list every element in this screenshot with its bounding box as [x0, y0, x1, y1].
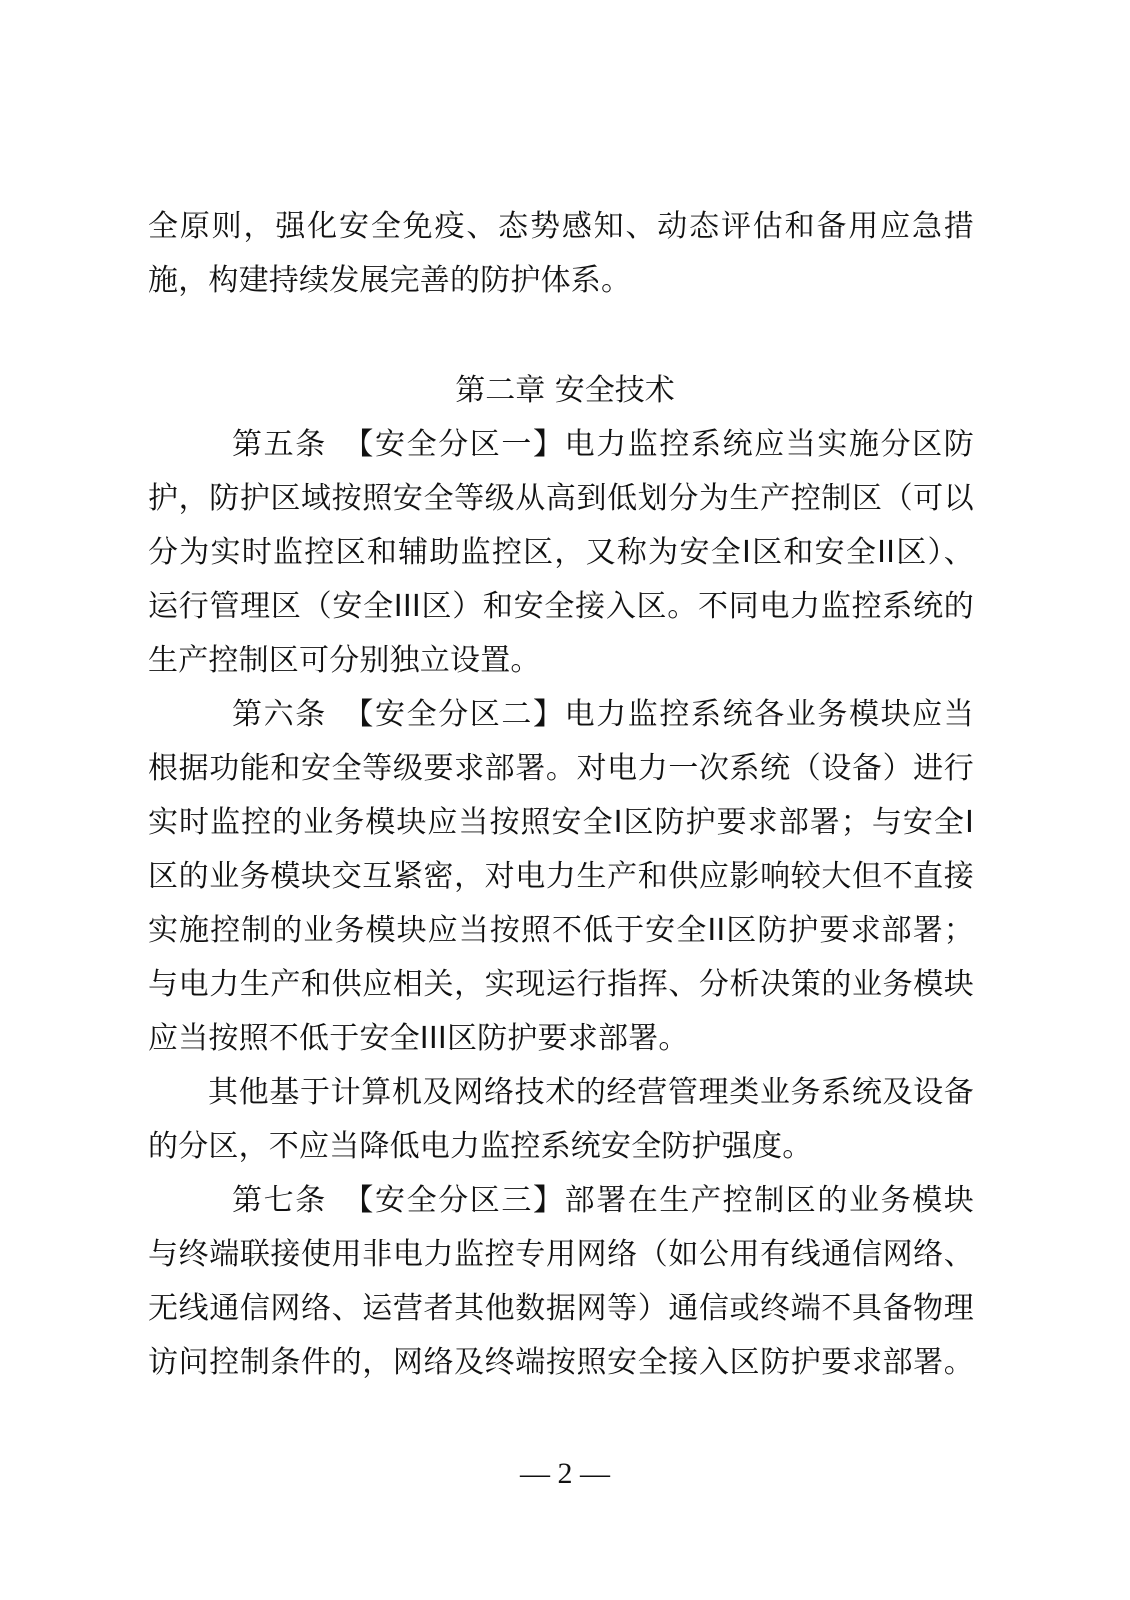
article-6	[148, 688, 974, 1066]
paragraph	[148, 1066, 974, 1174]
text-line: 应当按照不低于安全III区防护要求部署。	[148, 1021, 689, 1056]
page-number: — 2 —	[520, 1457, 610, 1490]
text-line: 实时监控的业务模块应当按照安全I区防护要求部署；与安全I	[148, 805, 974, 840]
text-line: 第五条 【安全分区一】电力监控系统应当实施分区防	[232, 427, 974, 462]
text-line: 与终端联接使用非电力监控专用网络（如公用有线通信网络、	[148, 1237, 974, 1272]
text-line: 与电力生产和供应相关，实现运行指挥、分析决策的业务模块	[148, 967, 974, 1002]
article-5	[148, 418, 974, 688]
text-line: 区的业务模块交互紧密，对电力生产和供应影响较大但不直接	[148, 859, 974, 894]
text-line: 第七条 【安全分区三】部署在生产控制区的业务模块	[232, 1183, 974, 1218]
text-line: 分为实时监控区和辅助监控区，又称为安全I区和安全II区）、	[148, 535, 974, 570]
text-line: 生产控制区可分别独立设置。	[148, 643, 541, 678]
intro-paragraph	[148, 200, 974, 308]
article-7	[148, 1174, 974, 1390]
chapter-title: 第二章 安全技术	[455, 373, 675, 408]
text-line: 护，防护区域按照安全等级从高到低划分为生产控制区（可以	[148, 481, 974, 516]
text-line: 全原则，强化安全免疫、态势感知、动态评估和备用应急措	[148, 209, 974, 244]
text-line: 施，构建持续发展完善的防护体系。	[148, 263, 632, 298]
text-line: 第六条 【安全分区二】电力监控系统各业务模块应当	[232, 697, 974, 732]
text-line: 的分区，不应当降低电力监控系统安全防护强度。	[148, 1129, 813, 1164]
text-line: 其他基于计算机及网络技术的经营管理类业务系统及设备	[208, 1075, 974, 1110]
text-line: 根据功能和安全等级要求部署。对电力一次系统（设备）进行	[148, 751, 974, 786]
text-line: 无线通信网络、运营者其他数据网等）通信或终端不具备物理	[148, 1291, 974, 1326]
text-line: 访问控制条件的，网络及终端按照安全接入区防护要求部署。	[148, 1345, 974, 1380]
text-line: 运行管理区（安全III区）和安全接入区。不同电力监控系统的	[148, 589, 974, 624]
text-line: 实施控制的业务模块应当按照不低于安全II区防护要求部署；	[148, 913, 974, 948]
